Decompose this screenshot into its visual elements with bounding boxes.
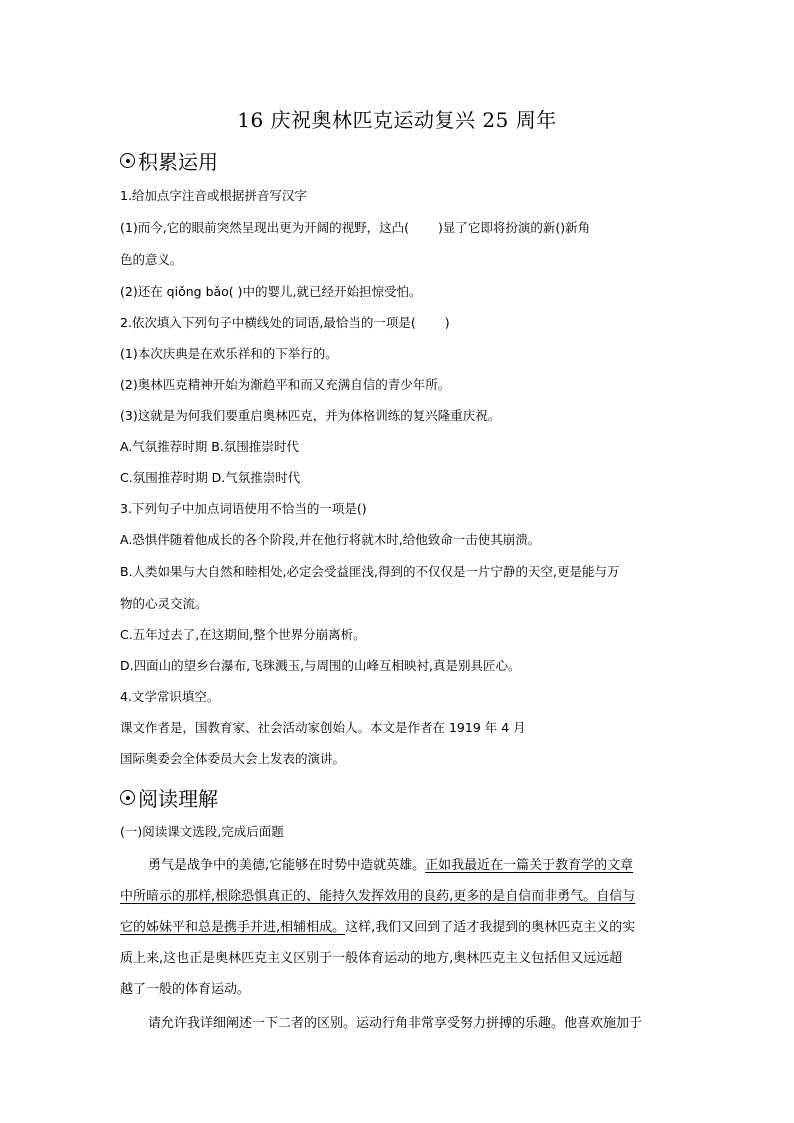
question-2-sentence-2: (2)奥林匹克精神开始为渐趋平和而又充满自信的青少年所。 bbox=[120, 377, 451, 392]
question-4: 4.文学常识填空。 bbox=[120, 689, 220, 704]
section-heading-accumulation bbox=[120, 146, 218, 175]
question-3-option-d: D.四面山的望乡台瀑布,飞珠溅玉,与周围的山峰互相映衬,真是别具匠心。 bbox=[120, 658, 521, 673]
circled-dot-icon bbox=[120, 153, 135, 168]
passage-line-2 bbox=[120, 885, 635, 904]
underlined-passage-text: 正如我最近在一篇关于教育学的文章 bbox=[425, 858, 634, 873]
question-3-option-a: A.恐惧伴随着他成长的各个阶段,并在他行将就木时,给他致命一击使其崩溃。 bbox=[120, 532, 541, 547]
question-4-line-2: 国际奥委会全体委员大会上发表的演讲。 bbox=[120, 751, 346, 766]
circled-dot-icon bbox=[120, 790, 135, 805]
question-3-option-b: B.人类如果与大自然和睦相处,必定会受益匪浅,得到的不仅仅是一片宁静的天空,更是能与万 bbox=[120, 564, 620, 579]
page-title: 16 庆祝奥林匹克运动复兴 25 周年 bbox=[237, 108, 557, 132]
question-4-line-1: 课文作者是，国教育家、社会活动家创始人。本文是作者在 1919 年 4 月 bbox=[120, 720, 526, 735]
section-heading-reading bbox=[120, 783, 218, 812]
question-2-sentence-1: (1)本次庆典是在欢乐祥和的下举行的。 bbox=[120, 346, 338, 361]
passage-text: 勇气是战争中的美德,它能够在时势中造就英雄。 bbox=[148, 858, 426, 873]
passage-line-4: 质上来,这也正是奥林匹克主义区别于一般体育运动的地方,奥林匹克主义包括但又远远超 bbox=[120, 951, 623, 966]
question-3-option-b-cont: 物的心灵交流。 bbox=[120, 596, 208, 611]
question-1-item-1: (1)而今,它的眼前突然呈现出更为开阔的视野，这凸( )显了它即将扮演的新()新角 bbox=[120, 220, 591, 235]
question-3-option-c: C.五年过去了,在这期间,整个世界分崩离析。 bbox=[120, 627, 366, 642]
section-heading-label: 阅读理解 bbox=[138, 787, 218, 811]
question-1-item-2: (2)还在 qiǒng bǎo( )中的婴儿,就已经开始担惊受怕。 bbox=[120, 284, 422, 299]
question-2-options-ab: A.气氛推荐时期 B.氛围推崇时代 bbox=[120, 439, 299, 454]
passage-line-6: 请允许我详细阐述一下二者的区别。运动行角非常享受努力拼搏的乐趣。他喜欢施加于 bbox=[148, 1016, 643, 1031]
passage-text: 这样,我们又回到了适才我提到的奥林匹克主义的实 bbox=[345, 920, 636, 935]
question-1-item-1-cont: 色的意义。 bbox=[120, 252, 183, 267]
underlined-passage-text: 它的姊妹平和总是携手并进,相辅相成。 bbox=[120, 920, 346, 935]
question-3: 3.下列句子中加点词语使用不恰当的一项是() bbox=[120, 501, 367, 516]
question-2-sentence-3: (3)这就是为何我们要重启奥林匹克，并为体格训练的复兴隆重庆祝。 bbox=[120, 408, 501, 423]
underlined-passage-text: 中所暗示的那样,根除恐惧真正的、能持久发挥效用的良药,更多的是自信而非勇气。自信与 bbox=[120, 889, 636, 904]
section-heading-label: 积累运用 bbox=[138, 150, 218, 174]
question-2-options-cd: C.氛围推荐时期 D.气氛推崇时代 bbox=[120, 470, 301, 485]
passage-line-1 bbox=[148, 854, 633, 873]
question-2: 2.依次填入下列句子中横线处的词语,最恰当的一项是( ) bbox=[120, 315, 450, 330]
passage-line-3 bbox=[120, 916, 635, 935]
passage-line-5: 越了一般的体育运动。 bbox=[120, 982, 251, 997]
reading-instruction: (一)阅读课文选段,完成后面题 bbox=[120, 824, 284, 839]
question-1: 1.给加点字注音或根据拼音写汉字 bbox=[120, 188, 307, 203]
